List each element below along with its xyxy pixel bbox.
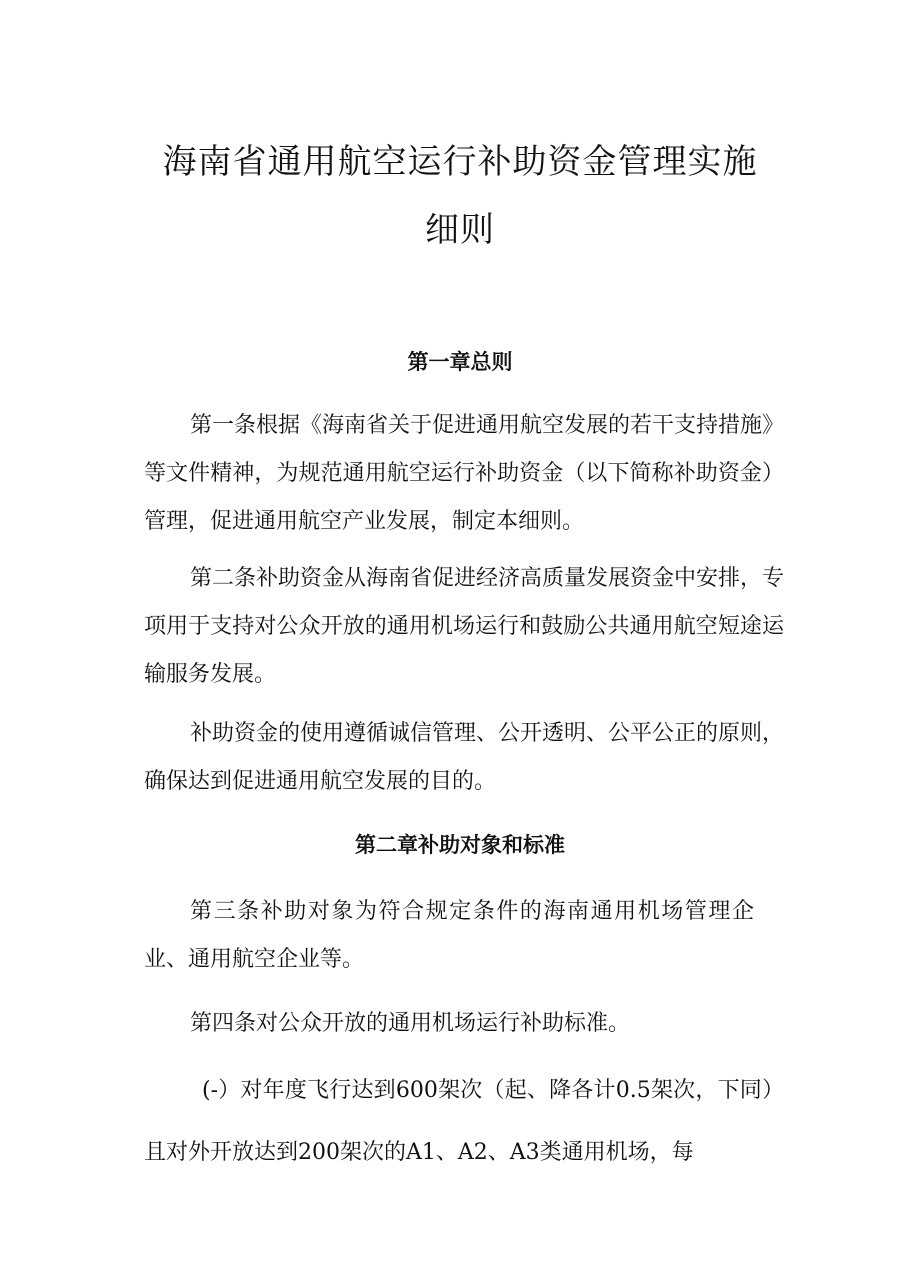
article-2: 第二条补助资金从海南省促进经济高质量发展资金中安排，专项用于支持对公众开放的通用机场运行和鼓励公共通用航空短途运输服务发展。 bbox=[144, 566, 785, 687]
article-4: 第四条对公众开放的通用机场运行补助标准。 bbox=[190, 1011, 631, 1036]
chapter-heading-2: 第二章补助对象和标准 bbox=[355, 833, 565, 857]
article-1: 第一条根据《海南省关于促进通用航空发展的若干支持措施》等文件精神，为规范通用航空运行补助资金（以下简称补助资金）管理，促进通用航空产业发展，制定本细则。 bbox=[144, 413, 785, 534]
document-title-line1: 海南省通用航空运行补助资金管理实施 bbox=[162, 142, 758, 182]
document-title-line2: 细则 bbox=[425, 210, 495, 250]
article-3: 第三条补助对象为符合规定条件的海南通用机场管理企业、通用航空企业等。 bbox=[144, 899, 754, 972]
article-2-paragraph-2: 补助资金的使用遵循诚信管理、公开透明、公平公正的原则，确保达到促进通用航空发展的目的。 bbox=[144, 721, 785, 794]
article-4-item-1: (-）对年度飞行达到600架次（起、降各计0.5架次，下同）且对外开放达到200架次的A1、A2、A3类通用机场，每 bbox=[144, 1078, 784, 1165]
chapter-heading-1: 第一章总则 bbox=[407, 350, 513, 374]
